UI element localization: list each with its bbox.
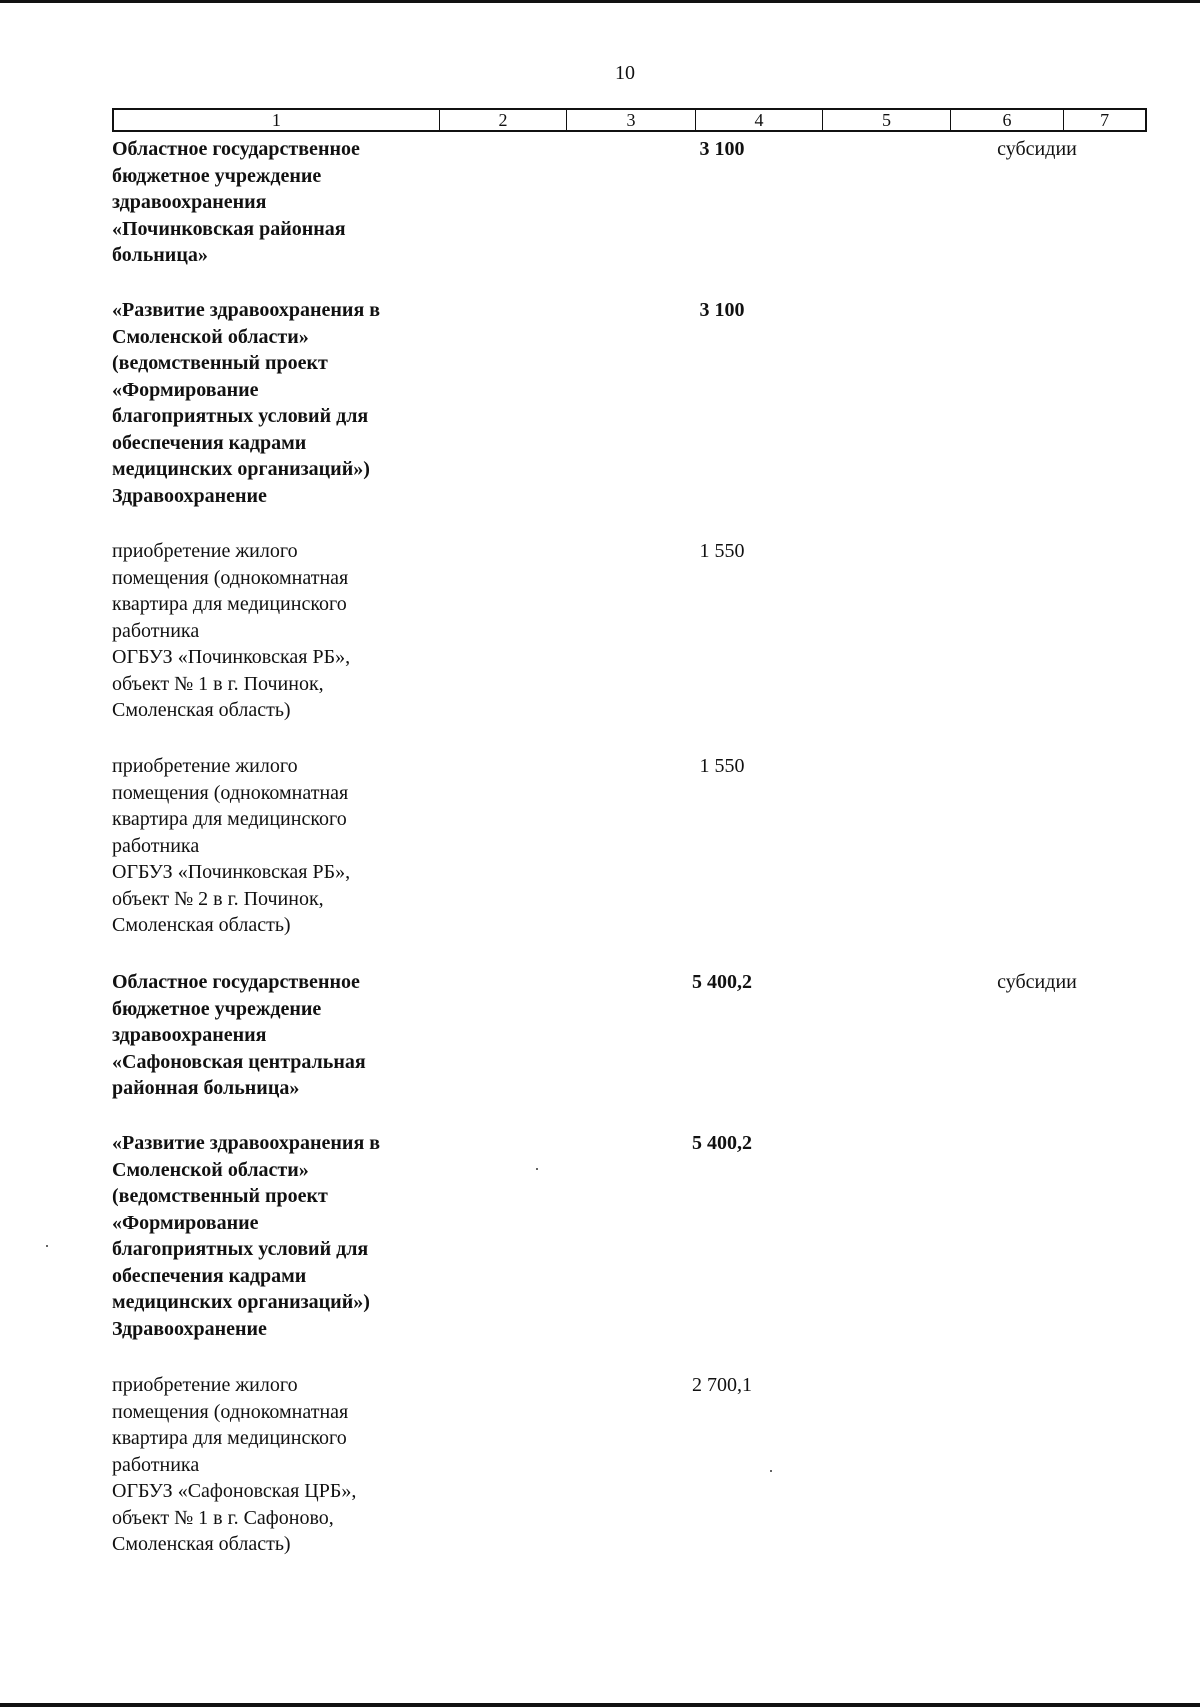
row-name: приобретение жилого помещения (однокомнатная квартира для медицинского работника ОГБУЗ «Починковская РБ», объект № 2 в г. Починок, Смоленская область) [112, 755, 351, 936]
row-funding-form: субсидии [997, 138, 1077, 160]
column-header-1: 1 [114, 110, 440, 130]
scan-speck [770, 1470, 772, 1472]
row-name: приобретение жилого помещения (однокомнатная квартира для медицинского работника ОГБУЗ «Починковская РБ», объект № 1 в г. Починок, Смоленская область) [112, 540, 351, 721]
scan-speck [46, 1245, 48, 1247]
row-amount: 3 100 [699, 299, 745, 321]
page-number: 10 [615, 62, 635, 84]
row-name: «Развитие здравоохранения в Смоленской области» (ведомственный проект «Формирование благоприятных условий для обеспечения кадрами медицинских организаций») Здравоохранение [112, 299, 381, 507]
row-name: Областное государственное бюджетное учреждение здравоохранения «Починковская районная больница» [112, 138, 360, 266]
column-header-7: 7 [1100, 110, 1110, 130]
row-funding-form: субсидии [997, 971, 1077, 993]
row-amount: 1 550 [699, 755, 745, 777]
column-header-4: 4 [696, 110, 824, 130]
column-header-6: 6 [951, 110, 1065, 130]
scan-edge-top [0, 0, 1200, 3]
row-name: приобретение жилого помещения (однокомнатная квартира для медицинского работника ОГБУЗ «Сафоновская ЦРБ», объект № 1 в г. Сафоново, Смоленская область) [112, 1374, 357, 1555]
column-header-2: 2 [440, 110, 568, 130]
row-amount: 5 400,2 [692, 1132, 752, 1154]
row-amount: 2 700,1 [692, 1374, 752, 1396]
row-name: Областное государственное бюджетное учреждение здравоохранения «Сафоновская центральная районная больница» [112, 971, 366, 1099]
column-header-3: 3 [567, 110, 696, 130]
row-name: «Развитие здравоохранения в Смоленской области» (ведомственный проект «Формирование благоприятных условий для обеспечения кадрами медицинских организаций») Здравоохранение [112, 1132, 381, 1340]
column-header-5: 5 [823, 110, 951, 130]
column-header-row [112, 108, 1147, 132]
scan-edge-bottom [0, 1703, 1200, 1707]
row-amount: 1 550 [699, 540, 745, 562]
row-amount: 3 100 [699, 138, 745, 160]
scan-speck [536, 1168, 538, 1170]
row-amount: 5 400,2 [692, 971, 752, 993]
